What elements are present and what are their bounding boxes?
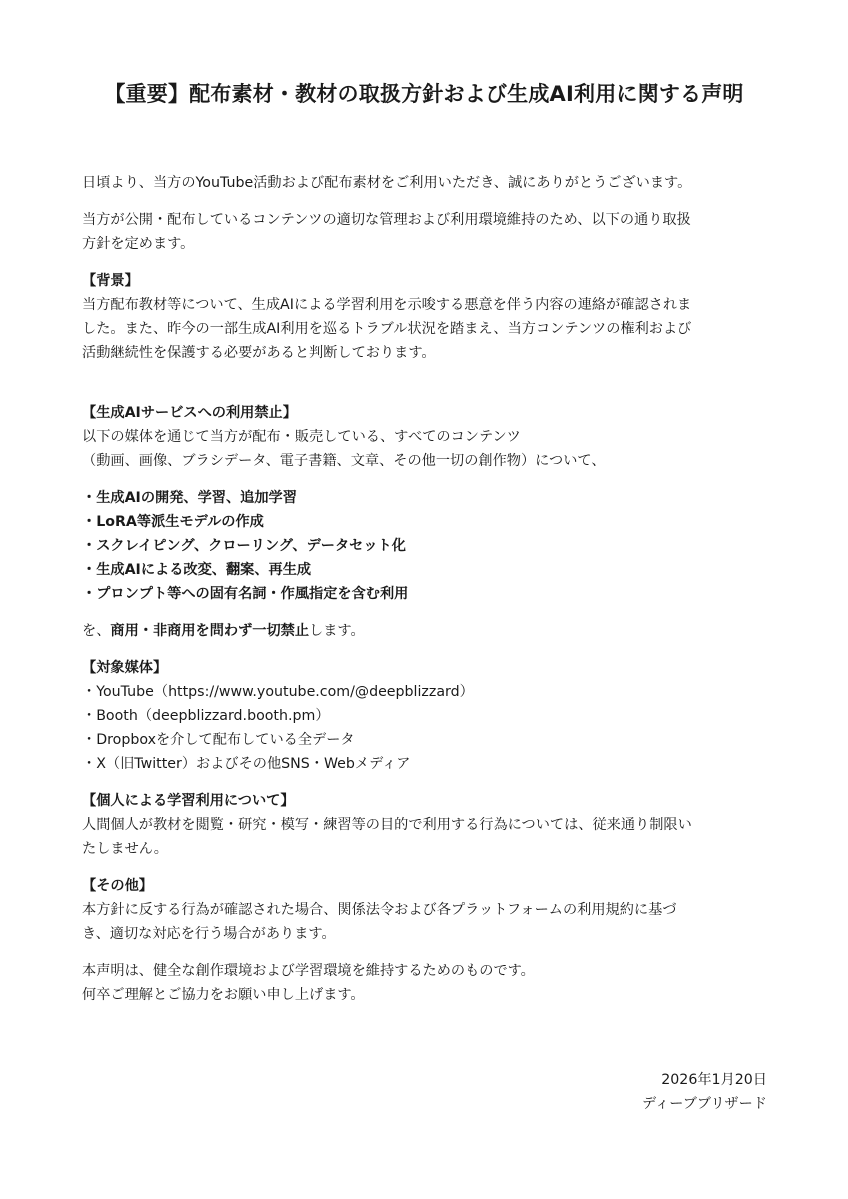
page-title: 【重要】配布素材・教材の取扱方針および生成AI利用に関する声明	[104, 82, 744, 106]
intro-line: 日頃より、当方のYouTube活動および配布素材をご利用いただき、誠にありがとうございます。	[82, 175, 692, 191]
background-line: 当方配布教材等について、生成AIによる学習利用を示唆する悪意を伴う内容の連絡が確認されま	[82, 297, 692, 313]
background-line: 活動継続性を保護する必要があると判断しております。	[82, 345, 436, 361]
list-item: ・プロンプト等への固有名詞・作風指定を含む利用	[82, 586, 409, 602]
personal-line: 人間個人が教材を閲覧・研究・模写・練習等の目的で利用する行為については、従来通り制限い	[82, 817, 692, 833]
media-item: ・X（旧Twitter）およびその他SNS・Webメディア	[82, 756, 411, 772]
background-heading: 【背景】	[82, 273, 139, 289]
media-item: ・Dropboxを介して配布している全データ	[82, 732, 355, 748]
signature-block	[642, 1068, 767, 1116]
closing-prefix: を、	[82, 623, 111, 639]
other-line: 本方針に反する行為が確認された場合、関係法令および各プラットフォームの利用規約に基づ	[82, 902, 677, 918]
closing-emphasis: 商用・非商用を問わず一切禁止	[110, 623, 310, 639]
signature-author: ディーブブリザード	[642, 1096, 767, 1112]
intro-line: 方針を定めます。	[82, 236, 195, 252]
background-line: した。また、昨今の一部生成AI利用を巡るトラブル状況を踏まえ、当方コンテンツの権利および	[82, 321, 692, 337]
list-item: ・生成AIによる改変、翻案、再生成	[82, 562, 312, 578]
statement-body	[82, 171, 772, 1007]
signature-date: 2026年1月20日	[661, 1072, 767, 1088]
prohibition-closing	[82, 619, 772, 643]
media-heading: 【対象媒体】	[82, 660, 168, 676]
prohibited-list	[82, 486, 772, 606]
intro-line: 当方が公開・配布しているコンテンツの適切な管理および利用環境維持のため、以下の通り取扱	[82, 212, 691, 228]
closing-line: 本声明は、健全な創作環境および学習環境を維持するためのものです。	[82, 963, 535, 979]
list-item: ・LoRA等派生モデルの作成	[82, 514, 264, 530]
other-heading: 【その他】	[82, 878, 153, 894]
prohibition-heading: 【生成AIサービスへの利用禁止】	[82, 405, 297, 421]
media-item: ・Booth（deepblizzard.booth.pm）	[82, 708, 330, 724]
list-item: ・生成AIの開発、学習、追加学習	[82, 490, 297, 506]
media-item: ・YouTube（https://www.youtube.com/@deepblizzard）	[82, 684, 474, 700]
prohibition-line: 以下の媒体を通じて当方が配布・販売している、すべてのコンテンツ	[82, 429, 521, 445]
personal-heading: 【個人による学習利用について】	[82, 793, 295, 809]
closing-suffix: します。	[309, 623, 365, 639]
other-line: き、適切な対応を行う場合があります。	[82, 926, 336, 942]
closing-line: 何卒ご理解とご協力をお願い申し上げます。	[82, 987, 365, 1003]
personal-line: たしません。	[82, 841, 168, 857]
prohibition-line: （動画、画像、ブラシデータ、電子書籍、文章、その他一切の創作物）について、	[82, 453, 606, 469]
list-item: ・スクレイピング、クローリング、データセット化	[82, 538, 406, 554]
